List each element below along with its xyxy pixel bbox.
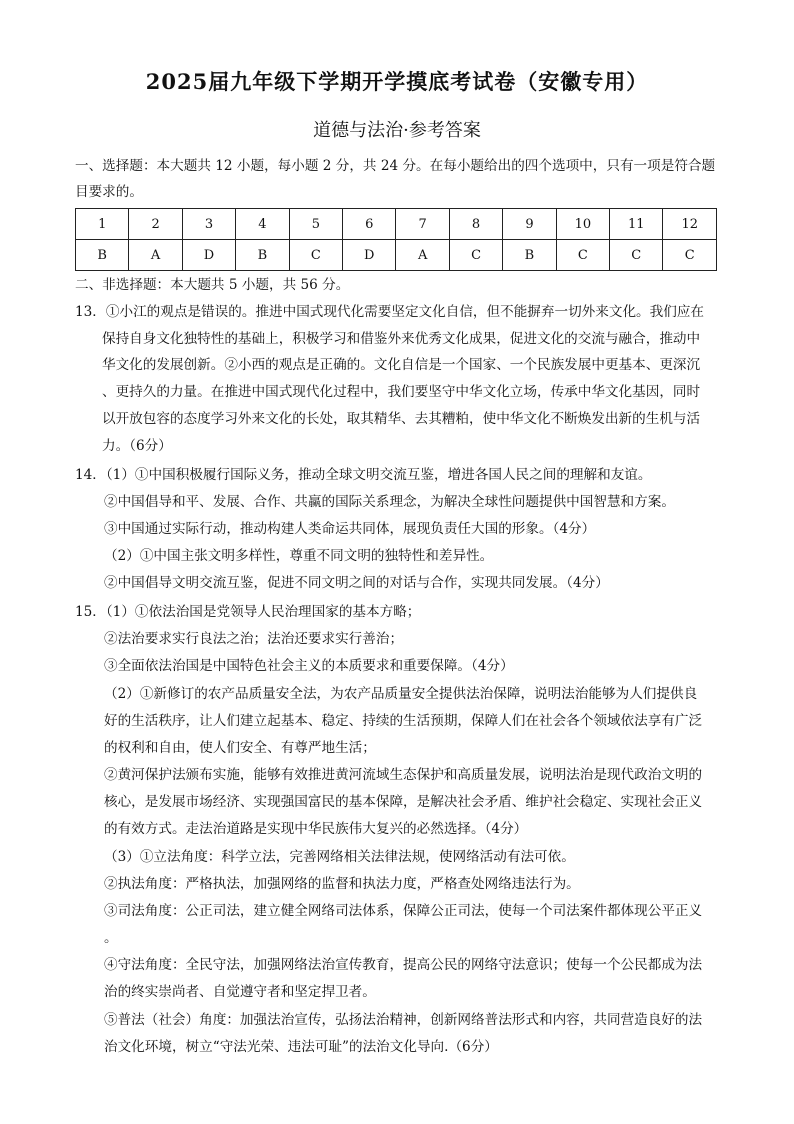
q14-line: （2）①中国主张文明多样性，尊重不同文明的独特性和差异性。 (104, 548, 494, 564)
q15-line: ②黄河保护法颁布实施，能够有效推进黄河流域生态保护和高质量发展，说明法治是现代政治文明的 (104, 767, 703, 783)
q13-line: 13．①小江的观点是错误的。推进中国式现代化需要坚定文化自信，但不能摒弃一切外来文化。我们应在 (75, 304, 705, 320)
answer-cell: D (343, 240, 396, 271)
q14-line: ③中国通过实际行动，推动构建人类命运共同体，展现负责任大国的形象。（4分） (104, 521, 596, 537)
q15-line: ③司法角度：公正司法，建立健全网络司法体系，保障公正司法，使每一个司法案件都体现公平正义 (104, 903, 703, 919)
page-subtitle: 道德与法治·参考答案 (313, 120, 481, 141)
answer-cell: C (289, 240, 342, 271)
answer-cell: B (236, 240, 289, 271)
answer-table (75, 208, 717, 271)
q14-line: ②中国倡导和平、发展、合作、共赢的国际关系理念，为解决全球性问题提供中国智慧和方案。 (104, 494, 675, 510)
q15-line: 15．（1）①依法治国是党领导人民治理国家的基本方略； (75, 604, 421, 620)
q15-line: 治文化环境，树立“守法光荣、违法可耻”的法治文化导向.（6分） (104, 1039, 498, 1055)
section1-instructions-line2: 目要求的。 (75, 184, 143, 200)
section1-instructions-line1: 一、选择题：本大题共 12 小题，每小题 2 分，共 24 分。在每小题给出的四个选项中，只有一项是符合题 (75, 158, 716, 174)
q15-line: 核心，是发展市场经济、实现强国富民的基本保障，是解决社会矛盾、维护社会稳定、实现社会正义 (104, 794, 703, 810)
question-number-cell: 8 (449, 209, 502, 240)
q15-line: ②法治要求实行良法之治；法治还要求实行善治； (104, 631, 404, 647)
q14-line: 14．（1）①中国积极履行国际义务，推动全球文明交流互鉴，增进各国人民之间的理解和友谊。 (75, 467, 652, 483)
q14-line: ②中国倡导文明交流互鉴，促进不同文明之间的对话与合作，实现共同发展。（4分） (104, 575, 609, 591)
q15-line: ④守法角度：全民守法，加强网络法治宣传教育，提高公民的网络守法意识；使每一个公民都成为法 (104, 957, 703, 973)
q13-line: 力。（6分） (102, 438, 172, 454)
q15-line: ③全面依法治国是中国特色社会主义的本质要求和重要保障。（4分） (104, 658, 514, 674)
q15-line: ②执法角度：严格执法，加强网络的监督和执法力度，严格查处网络违法行为。 (104, 876, 580, 892)
q15-line: （2）①新修订的农产品质量安全法，为农产品质量安全提供法治保障，说明法治能够为人们提供良 (104, 686, 698, 702)
q15-line: 的权利和自由，使人们安全、有尊严地生活； (104, 740, 376, 756)
q13-line: 保持自身文化独特性的基础上，积极学习和借鉴外来优秀文化成果，促进文化的交流与融合，推动中 (102, 331, 701, 347)
answer-cell: B (76, 240, 129, 271)
page-title: 2025届九年级下学期开学摸底考试卷（安徽专用） (145, 69, 649, 94)
answer-table-answer-row (76, 240, 717, 271)
answer-cell: C (610, 240, 663, 271)
q15-line: 的有效方式。走法治道路是实现中华民族伟大复兴的必然选择。（4分） (104, 821, 528, 837)
question-number-cell: 7 (396, 209, 449, 240)
question-number-cell: 9 (503, 209, 556, 240)
q13-line: 、更持久的力量。在推进中国式现代化过程中，我们要坚守中华文化立场，传承中华文化基因，同时 (102, 384, 701, 400)
q13-line: 华文化的发展创新。②小西的观点是正确的。文化自信是一个国家、一个民族发展中更基本、更深沉 (102, 357, 701, 373)
question-number-cell: 2 (129, 209, 182, 240)
answer-cell: A (396, 240, 449, 271)
section2-heading: 二、非选择题：本大题共 5 小题，共 56 分。 (75, 277, 350, 293)
q15-line: 治的终实崇尚者、自觉遵守者和坚定捍卫者。 (104, 984, 376, 1000)
answer-cell: C (663, 240, 717, 271)
answer-cell: A (129, 240, 182, 271)
question-number-cell: 10 (556, 209, 609, 240)
q15-line: 。 (104, 930, 118, 946)
answer-cell: D (182, 240, 235, 271)
q15-line: （3）①立法角度：科学立法，完善网络相关法律法规，使网络活动有法可依。 (104, 849, 575, 865)
q13-line: 以开放包容的态度学习外来文化的长处，取其精华、去其糟粕，使中华文化不断焕发出新的生机与活 (102, 411, 701, 427)
answer-cell: B (503, 240, 556, 271)
question-number-cell: 11 (610, 209, 663, 240)
question-number-cell: 4 (236, 209, 289, 240)
question-number-cell: 6 (343, 209, 396, 240)
answer-cell: C (449, 240, 502, 271)
question-number-cell: 12 (663, 209, 717, 240)
question-number-cell: 5 (289, 209, 342, 240)
answer-cell: C (556, 240, 609, 271)
answer-table-number-row (76, 209, 717, 240)
question-number-cell: 3 (182, 209, 235, 240)
q15-line: 好的生活秩序，让人们建立起基本、稳定、持续的生活预期，保障人们在社会各个领域依法享有广泛 (104, 713, 703, 729)
q15-line: ⑤普法（社会）角度：加强法治宣传，弘扬法治精神，创新网络普法形式和内容，共同营造良好的法 (104, 1012, 703, 1028)
question-number-cell: 1 (76, 209, 129, 240)
